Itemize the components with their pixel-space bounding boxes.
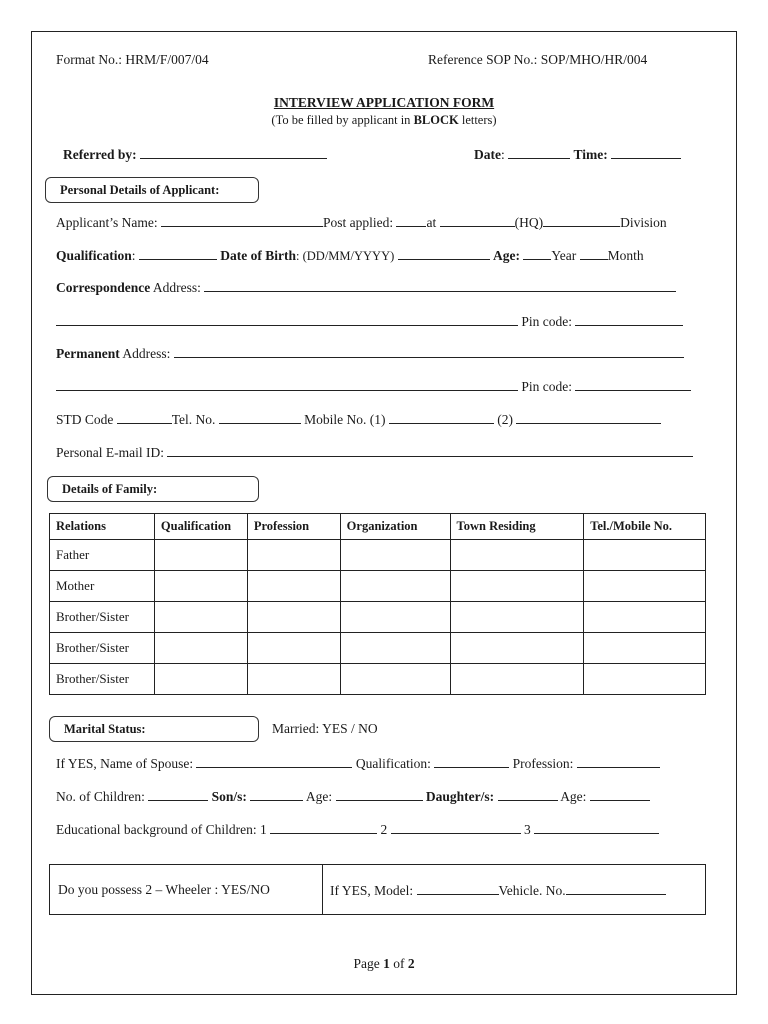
table-row — [50, 540, 706, 571]
column-header: Relations — [50, 514, 155, 540]
table-cell[interactable] — [154, 571, 247, 602]
table-cell[interactable] — [340, 664, 450, 695]
children-row[interactable]: No. of Children: Son/s: Age: Daughter/s: Age: — [56, 788, 650, 805]
table-cell[interactable] — [584, 602, 706, 633]
table-cell[interactable] — [340, 540, 450, 571]
column-header: Organization — [340, 514, 450, 540]
table-cell[interactable] — [154, 633, 247, 664]
family-table-header — [50, 514, 706, 540]
table-cell[interactable] — [340, 602, 450, 633]
table-cell[interactable] — [247, 664, 340, 695]
date-time-field[interactable]: Date: Time: — [474, 146, 681, 163]
table-row — [50, 633, 706, 664]
form-subtitle: (To be filled by applicant in BLOCK letters) — [271, 113, 497, 127]
personal-details-heading: Personal Details of Applicant: — [45, 177, 259, 203]
relation-cell: Father — [50, 540, 155, 571]
column-header: Tel./Mobile No. — [584, 514, 706, 540]
table-cell[interactable] — [450, 571, 584, 602]
column-header: Qualification — [154, 514, 247, 540]
table-cell[interactable] — [450, 664, 584, 695]
correspondence-address-row[interactable]: Correspondence Address: — [56, 279, 676, 296]
table-cell[interactable] — [247, 633, 340, 664]
table-row — [50, 664, 706, 695]
table-cell[interactable] — [247, 540, 340, 571]
table-cell[interactable] — [450, 602, 584, 633]
vehicle-box-divider — [322, 865, 323, 914]
page-number: Page 1 of 2 — [353, 956, 415, 971]
table-cell[interactable] — [247, 602, 340, 633]
table-cell[interactable] — [340, 633, 450, 664]
table-cell[interactable] — [584, 571, 706, 602]
relation-cell: Brother/Sister — [50, 602, 155, 633]
table-cell[interactable] — [340, 571, 450, 602]
table-cell[interactable] — [154, 602, 247, 633]
two-wheeler-question[interactable]: Do you possess 2 – Wheeler : YES/NO — [58, 882, 270, 897]
reference-sop: Reference SOP No.: SOP/MHO/HR/004 — [428, 52, 648, 67]
spouse-row[interactable]: If YES, Name of Spouse: Qualification: Profession: — [56, 755, 660, 772]
marital-status-heading: Marital Status: — [49, 716, 259, 742]
vehicle-box — [49, 864, 706, 915]
applicant-name-row[interactable]: Applicant’s Name: Post applied: at (HQ) Division — [56, 215, 667, 230]
column-header: Profession — [247, 514, 340, 540]
relation-cell: Brother/Sister — [50, 664, 155, 695]
table-row — [50, 571, 706, 602]
table-cell[interactable] — [247, 571, 340, 602]
table-cell[interactable] — [584, 633, 706, 664]
table-cell[interactable] — [450, 540, 584, 571]
family-details-heading: Details of Family: — [47, 476, 259, 502]
relation-cell: Mother — [50, 571, 155, 602]
format-number: Format No.: HRM/F/007/04 — [56, 52, 209, 67]
table-cell[interactable] — [450, 633, 584, 664]
table-cell[interactable] — [154, 540, 247, 571]
referred-by-field[interactable]: Referred by: — [63, 146, 327, 163]
table-cell[interactable] — [584, 540, 706, 571]
phone-row[interactable]: STD Code Tel. No. Mobile No. (1) (2) — [56, 411, 661, 428]
column-header: Town Residing — [450, 514, 584, 540]
relation-cell: Brother/Sister — [50, 633, 155, 664]
children-education-row[interactable]: Educational background of Children: 1 2 3 — [56, 821, 659, 838]
qualification-dob-row[interactable]: Qualification: Date of Birth: (DD/MM/YYYY) Age: Year Month — [56, 248, 644, 263]
permanent-address-row[interactable]: Permanent Address: — [56, 345, 684, 362]
form-title: INTERVIEW APPLICATION FORM — [273, 95, 495, 110]
married-yes-no[interactable]: Married: YES / NO — [272, 721, 378, 736]
vehicle-details[interactable]: If YES, Model: Vehicle. No. — [330, 882, 666, 899]
permanent-pin-row[interactable]: Pin code: — [56, 378, 691, 395]
email-row[interactable]: Personal E-mail ID: — [56, 444, 693, 461]
family-table — [49, 513, 706, 695]
table-cell[interactable] — [584, 664, 706, 695]
table-cell[interactable] — [154, 664, 247, 695]
table-row — [50, 602, 706, 633]
correspondence-pin-row[interactable]: Pin code: — [56, 313, 683, 330]
